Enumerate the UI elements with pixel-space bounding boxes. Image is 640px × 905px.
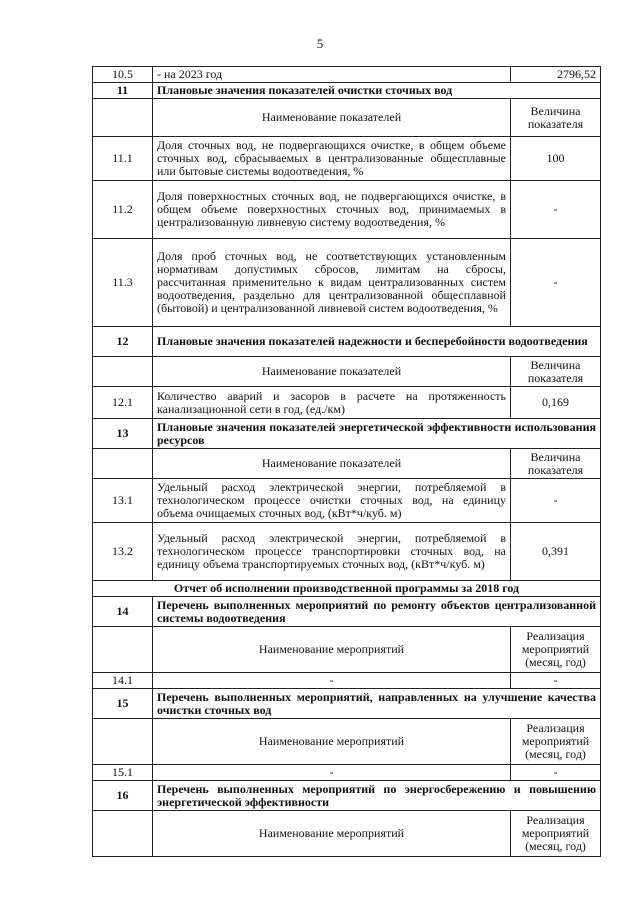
column-header-name: Наименование мероприятий bbox=[153, 719, 511, 765]
table-row bbox=[93, 181, 601, 239]
row-value: 2796,52 bbox=[511, 67, 601, 83]
column-header-value: Величина показателя bbox=[511, 357, 601, 387]
row-text: - bbox=[153, 673, 511, 689]
program-table bbox=[92, 66, 601, 857]
row-text: Доля сточных вод, не подвергающихся очистке, в общем объеме сточных вод, сбрасываемых в централизованные общесплавные или бытовые системы водоотведения, % bbox=[153, 137, 511, 181]
report-title-row bbox=[93, 581, 601, 597]
row-number: 11.2 bbox=[93, 181, 153, 239]
empty-cell bbox=[93, 627, 153, 673]
row-number: 14.1 bbox=[93, 673, 153, 689]
row-value: - bbox=[511, 765, 601, 781]
column-header-row bbox=[93, 719, 601, 765]
section-header-15 bbox=[93, 689, 601, 719]
column-header-value: Реализация мероприятий (месяц, год) bbox=[511, 811, 601, 857]
section-header-12 bbox=[93, 327, 601, 357]
page-number: 5 bbox=[316, 36, 324, 51]
row-text: Количество аварий и засоров в расчете на протяженность канализационной сети в год, (ед./км) bbox=[153, 387, 511, 419]
row-text: Доля поверхностных сточных вод, не подвергающихся очистке, в общем объеме поверхностных сточных вод, принимаемых в централизованную ливневую систему водоотведения, % bbox=[153, 181, 511, 239]
column-header-row bbox=[93, 627, 601, 673]
column-header-name: Наименование показателей bbox=[153, 99, 511, 137]
row-number: 15.1 bbox=[93, 765, 153, 781]
row-value: - bbox=[511, 181, 601, 239]
section-header-14 bbox=[93, 597, 601, 627]
row-number: 10.5 bbox=[93, 67, 153, 83]
section-title: Плановые значения показателей надежности и бесперебойности водоотведения bbox=[153, 327, 601, 357]
row-number: 13.2 bbox=[93, 523, 153, 581]
report-title: Отчет об исполнении производственной программы за 2018 год bbox=[93, 581, 601, 597]
table-row-10-5 bbox=[93, 67, 601, 83]
column-header-row bbox=[93, 811, 601, 857]
row-value: 100 bbox=[511, 137, 601, 181]
column-header-row bbox=[93, 357, 601, 387]
table-row bbox=[93, 479, 601, 523]
section-title: Перечень выполненных мероприятий, направленных на улучшение качества очистки сточных вод bbox=[153, 689, 601, 719]
row-value: 0,391 bbox=[511, 523, 601, 581]
table-row bbox=[93, 673, 601, 689]
section-number: 12 bbox=[93, 327, 153, 357]
section-title: Плановые значения показателей энергетической эффективности использования ресурсов bbox=[153, 419, 601, 449]
column-header-name: Наименование показателей bbox=[153, 449, 511, 479]
row-number: 13.1 bbox=[93, 479, 153, 523]
column-header-name: Наименование мероприятий bbox=[153, 627, 511, 673]
row-text: Удельный расход электрической энергии, потребляемой в технологическом процессе транспортировки сточных вод, на единицу объема транспортируемых сточных вод, (кВт*ч/куб. м) bbox=[153, 523, 511, 581]
section-number: 16 bbox=[93, 781, 153, 811]
column-header-name: Наименование мероприятий bbox=[153, 811, 511, 857]
section-header-16 bbox=[93, 781, 601, 811]
empty-cell bbox=[93, 811, 153, 857]
row-value: - bbox=[511, 239, 601, 327]
empty-cell bbox=[93, 357, 153, 387]
table-row bbox=[93, 523, 601, 581]
row-number: 11.3 bbox=[93, 239, 153, 327]
section-number: 11 bbox=[93, 83, 153, 99]
table-row bbox=[93, 239, 601, 327]
column-header-row bbox=[93, 99, 601, 137]
section-header-13 bbox=[93, 419, 601, 449]
empty-cell bbox=[93, 449, 153, 479]
row-text: - bbox=[153, 765, 511, 781]
row-value: - bbox=[511, 673, 601, 689]
column-header-name: Наименование показателей bbox=[153, 357, 511, 387]
row-text: Доля проб сточных вод, не соответствующих установленным нормативам допустимых сбросов, лимитам на сбросы, рассчитанная применительно к видам централизованных систем водоотведения, раздельно для централизованной общесплавной (бытовой) и централизованной ливневой систем водоотведения, % bbox=[153, 239, 511, 327]
column-header-value: Реализация мероприятий (месяц, год) bbox=[511, 627, 601, 673]
column-header-value: Реализация мероприятий (месяц, год) bbox=[511, 719, 601, 765]
row-value: 0,169 bbox=[511, 387, 601, 419]
row-value: - bbox=[511, 479, 601, 523]
section-title: Перечень выполненных мероприятий по энергосбережению и повышению энергетической эффективности bbox=[153, 781, 601, 811]
section-number: 15 bbox=[93, 689, 153, 719]
row-number: 11.1 bbox=[93, 137, 153, 181]
section-number: 14 bbox=[93, 597, 153, 627]
table-row bbox=[93, 137, 601, 181]
table-row bbox=[93, 765, 601, 781]
section-number: 13 bbox=[93, 419, 153, 449]
section-title: Перечень выполненных мероприятий по ремонту объектов централизованной системы водоотведения bbox=[153, 597, 601, 627]
column-header-row bbox=[93, 449, 601, 479]
section-title: Плановые значения показателей очистки сточных вод bbox=[153, 83, 601, 99]
row-label: - на 2023 год bbox=[153, 67, 511, 83]
table-row bbox=[93, 387, 601, 419]
row-text: Удельный расход электрической энергии, потребляемой в технологическом процессе очистки сточных вод, на единицу объема очищаемых сточных вод, (кВт*ч/куб. м) bbox=[153, 479, 511, 523]
row-number: 12.1 bbox=[93, 387, 153, 419]
column-header-value: Величина показателя bbox=[511, 99, 601, 137]
empty-cell bbox=[93, 99, 153, 137]
empty-cell bbox=[93, 719, 153, 765]
column-header-value: Величина показателя bbox=[511, 449, 601, 479]
section-header-11 bbox=[93, 83, 601, 99]
